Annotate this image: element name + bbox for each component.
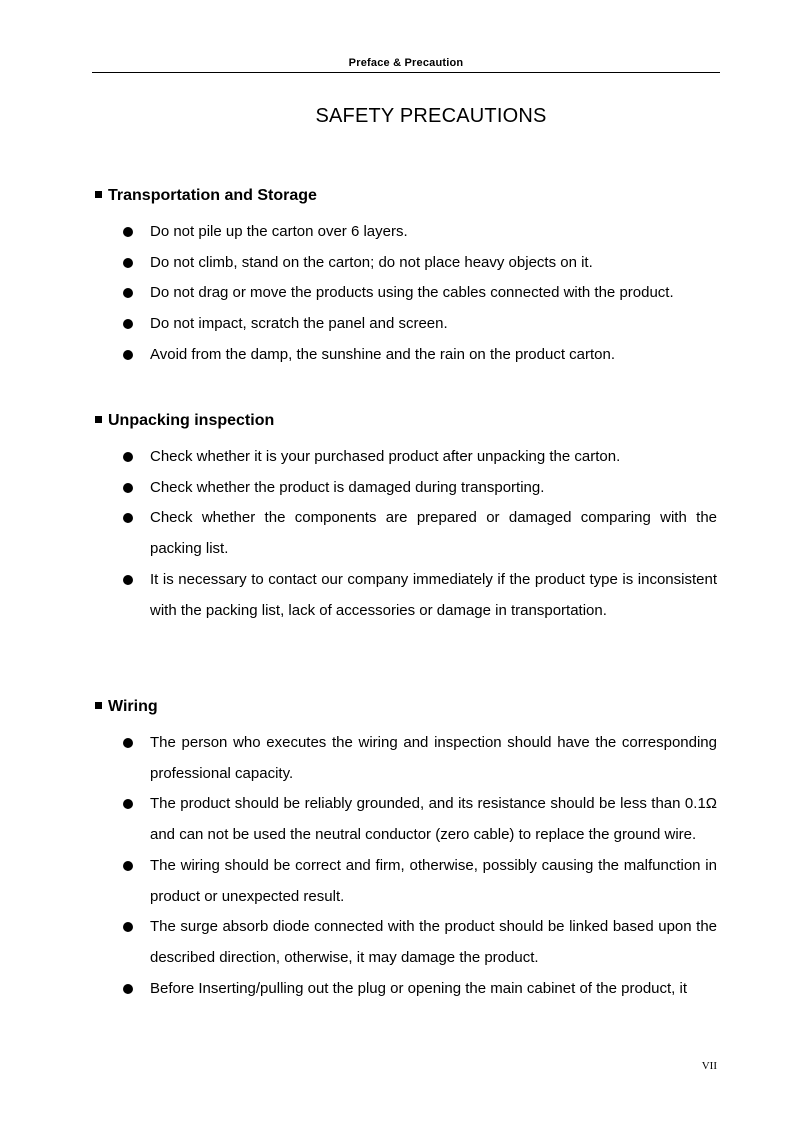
list-item xyxy=(95,503,717,564)
list-item xyxy=(95,309,717,340)
bullet-list xyxy=(95,217,717,371)
bullet-dot-icon xyxy=(123,575,133,585)
section-transportation-storage xyxy=(95,186,717,371)
section-wiring xyxy=(95,697,717,1004)
bullet-dot-icon xyxy=(123,227,133,237)
square-bullet-icon xyxy=(95,191,102,198)
bullet-dot-icon xyxy=(123,258,133,268)
list-item-text: Do not climb, stand on the carton; do not place heavy objects on it. xyxy=(150,253,593,271)
section-heading xyxy=(95,186,717,206)
section-heading-text: Wiring xyxy=(108,698,158,715)
header-rule xyxy=(92,72,720,73)
section-heading xyxy=(95,411,717,431)
list-item-text: The surge absorb diode connected with the product should be linked based upon the described direction, otherwise, it may damage the product. xyxy=(150,918,717,966)
list-item xyxy=(95,340,717,371)
list-item-text: The product should be reliably grounded, and its resistance should be less than 0.1Ω and can not be used the neutral conductor (zero cable) to replace the ground wire. xyxy=(150,795,717,844)
bullet-dot-icon xyxy=(123,984,133,994)
running-header: Preface & Precaution xyxy=(348,57,464,69)
bullet-dot-icon xyxy=(123,922,133,932)
square-bullet-icon xyxy=(95,702,102,709)
bullet-dot-icon xyxy=(123,483,133,493)
list-item xyxy=(95,851,717,912)
section-heading xyxy=(95,697,717,717)
bullet-dot-icon xyxy=(123,861,133,871)
bullet-dot-icon xyxy=(123,799,133,809)
list-item-text: The person who executes the wiring and inspection should have the corresponding professional capacity. xyxy=(150,734,717,782)
list-item-text: Check whether it is your purchased product after unpacking the carton. xyxy=(150,448,621,465)
list-item xyxy=(95,217,717,248)
list-item xyxy=(95,473,717,504)
section-heading-text: Unpacking inspection xyxy=(108,412,275,429)
bullet-dot-icon xyxy=(123,513,133,523)
list-item-text: Do not impact, scratch the panel and screen. xyxy=(150,315,448,333)
bullet-list xyxy=(95,728,717,1004)
list-item xyxy=(95,248,717,279)
list-item-text: Do not pile up the carton over 6 layers. xyxy=(150,223,408,240)
list-item-text: Check whether the components are prepared or damaged comparing with the packing list. xyxy=(150,509,717,558)
list-item-text: The wiring should be correct and firm, otherwise, possibly causing the malfunction in product or unexpected result. xyxy=(150,856,717,905)
bullet-dot-icon xyxy=(123,452,133,462)
list-item xyxy=(95,789,717,850)
list-item-text: Do not drag or move the products using the cables connected with the product. xyxy=(150,284,674,302)
list-item xyxy=(95,565,717,626)
bullet-dot-icon xyxy=(123,319,133,329)
section-unpacking-inspection xyxy=(95,411,717,626)
list-item-text: Check whether the product is damaged during transporting. xyxy=(150,478,545,496)
bullet-dot-icon xyxy=(123,350,133,360)
bullet-dot-icon xyxy=(123,738,133,748)
list-item-text: Avoid from the damp, the sunshine and the rain on the product carton. xyxy=(150,345,616,363)
square-bullet-icon xyxy=(95,416,102,423)
list-item xyxy=(95,912,717,973)
list-item xyxy=(95,974,717,1005)
list-item-text: It is necessary to contact our company immediately if the product type is inconsistent with the packing list, lack of accessories or damage in transportation. xyxy=(150,570,717,619)
list-item-text: Before Inserting/pulling out the plug or opening the main cabinet of the product, it xyxy=(150,979,688,997)
bullet-list xyxy=(95,442,717,626)
page-number: VII xyxy=(701,1060,717,1072)
section-heading-text: Transportation and Storage xyxy=(108,187,317,204)
page-title: SAFETY PRECAUTIONS xyxy=(315,105,547,127)
bullet-dot-icon xyxy=(123,288,133,298)
list-item xyxy=(95,278,717,309)
list-item xyxy=(95,728,717,789)
list-item xyxy=(95,442,717,473)
